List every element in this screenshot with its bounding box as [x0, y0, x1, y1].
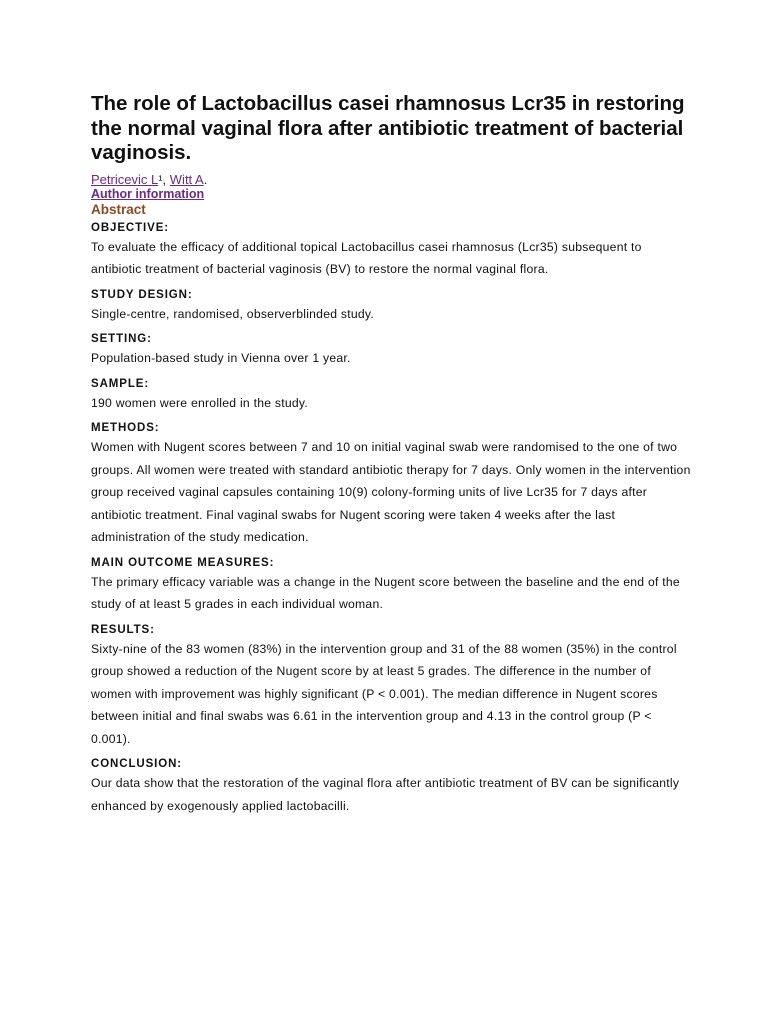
- abstract-section: [91, 377, 691, 415]
- section-heading: MAIN OUTCOME MEASURES:: [91, 556, 275, 569]
- abstract-section: [91, 623, 691, 751]
- abstract-section: [91, 757, 691, 817]
- author-list: Petricevic L¹, Witt A.: [91, 171, 208, 187]
- section-heading: STUDY DESIGN:: [91, 288, 193, 301]
- abstract-section: [91, 221, 691, 281]
- section-body: 190 women were enrolled in the study.: [91, 395, 309, 410]
- section-heading: CONCLUSION:: [91, 758, 183, 770]
- article: [91, 92, 691, 817]
- abstract-section: [91, 421, 691, 549]
- section-heading: OBJECTIVE:: [91, 221, 170, 234]
- section-body: The primary efficacy variable was a change in the Nugent score between the baseline and the end of the study of at least 5 grades in each individual woman.: [91, 574, 680, 611]
- section-body: Our data show that the restoration of the vaginal flora after antibiotic treatment of BV can be significantly enhanced by exogenously applied lactobacilli.: [91, 776, 680, 813]
- author-information-link[interactable]: Author information: [91, 186, 205, 201]
- section-heading: SAMPLE:: [91, 377, 150, 390]
- abstract-sections: [91, 221, 691, 818]
- section-body: To evaluate the efficacy of additional topical Lactobacillus casei rhamnosus (Lcr35) subsequent to antibiotic treatment of bacterial vaginosis (BV) to restore the normal vaginal flora.: [91, 239, 642, 276]
- abstract-section: [91, 288, 691, 326]
- author-link-1[interactable]: Petricevic L: [91, 171, 159, 187]
- abstract-heading: Abstract: [91, 201, 146, 217]
- section-body: Sixty-nine of the 83 women (83%) in the intervention group and 31 of the 88 women (35%) in the control group showed a reduction of the Nugent score by at least 5 grades. The difference in the number of women with improvement was highly significant (P < 0.001). The median difference in Nugent scores between initial and final swabs was 6.61 in the intervention group and 4.13 in the control group (P < 0.001).: [91, 641, 677, 746]
- section-heading: METHODS:: [91, 422, 160, 434]
- section-body: Single-centre, randomised, observerblinded study.: [91, 306, 375, 321]
- abstract-section: [91, 556, 691, 616]
- author-link-2[interactable]: Witt A: [169, 171, 204, 187]
- author-suffix: .: [203, 171, 208, 187]
- abstract-section: [91, 332, 691, 370]
- section-body: Women with Nugent scores between 7 and 10 on initial vaginal swab were randomised to the one of two groups. All women were treated with standard antibiotic therapy for 7 days. Only women in the intervention group received vaginal capsules containing 10(9) colony-forming units of live Lcr35 for 7 days after antibiotic treatment. Final vaginal swabs for Nugent scoring were taken 4 weeks after the last administration of the study medication.: [91, 440, 691, 544]
- author-affiliation-marker: ¹: [158, 171, 163, 187]
- section-heading: SETTING:: [91, 333, 152, 345]
- article-title: The role of Lactobacillus casei rhamnosus Lcr35 in restoring the normal vaginal flora after antibiotic treatment of bacterial vaginosis.: [91, 92, 685, 164]
- section-body: Population-based study in Vienna over 1 year.: [91, 351, 351, 365]
- section-heading: RESULTS:: [91, 623, 155, 636]
